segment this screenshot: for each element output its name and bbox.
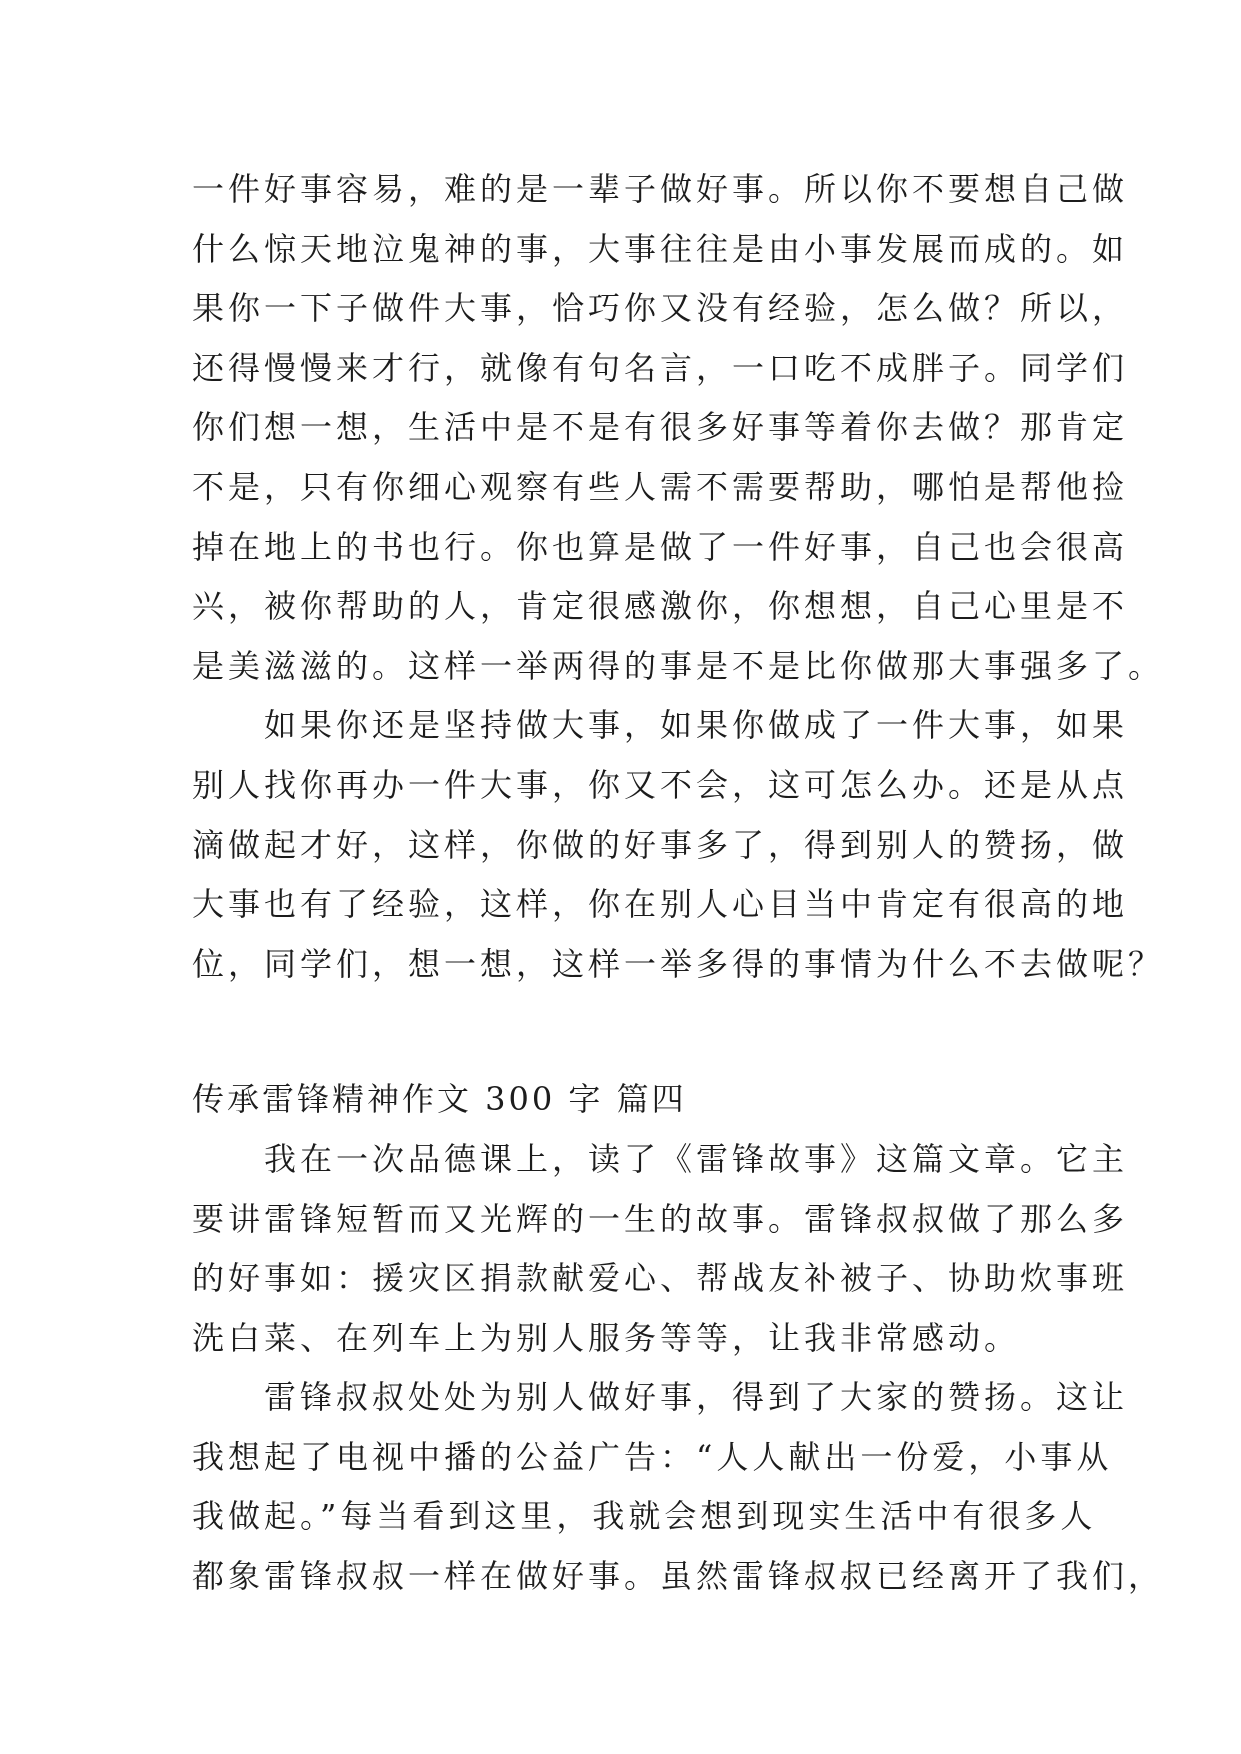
text-line: 兴，被你帮助的人，肯定很感激你，你想想，自己心里是不 [192,587,1129,626]
text-line: 别人找你再办一件大事，你又不会，这可怎么办。还是从点 [192,765,1129,804]
text-line: 的好事如：援灾区捐款献爱心、帮战友补被子、协助炊事班 [192,1259,1129,1298]
document-body [192,160,1165,1607]
section-heading: 传承雷锋精神作文 300 字 篇四 [192,1080,687,1119]
text-line: 我在一次品德课上，读了《雷锋故事》这篇文章。它主 [192,1139,1129,1178]
text-line: 雷锋叔叔处处为别人做好事，得到了大家的赞扬。这让 [192,1378,1129,1417]
text-line: 滴做起才好，这样，你做的好事多了，得到别人的赞扬，做 [192,825,1129,864]
text-line: 果你一下子做件大事，恰巧你又没有经验，怎么做？所以， [192,289,1129,328]
text-line: 我做起。”每当看到这里，我就会想到现实生活中有很多人 [192,1497,1097,1536]
text-line: 是美滋滋的。这样一举两得的事是不是比你做那大事强多了。 [192,646,1165,685]
text-line: 大事也有了经验，这样，你在别人心目当中肯定有很高的地 [192,885,1129,924]
text-line: 都象雷锋叔叔一样在做好事。虽然雷锋叔叔已经离开了我们， [192,1557,1165,1596]
text-line: 还得慢慢来才行，就像有句名言，一口吃不成胖子。同学们 [192,348,1129,387]
text-line: 位，同学们，想一想，这样一举多得的事情为什么不去做呢？ [192,944,1165,983]
text-line: 要讲雷锋短暂而又光辉的一生的故事。雷锋叔叔做了那么多 [192,1199,1129,1238]
text-line: 掉在地上的书也行。你也算是做了一件好事，自己也会很高 [192,527,1129,566]
text-line: 一件好事容易，难的是一辈子做好事。所以你不要想自己做 [192,170,1129,208]
text-line: 我想起了电视中播的公益广告：“人人献出一份爱，小事从 [192,1437,1113,1476]
section-gap [192,994,1072,1070]
text-line: 如果你还是坚持做大事，如果你做成了一件大事，如果 [192,706,1129,745]
text-line: 什么惊天地泣鬼神的事，大事往往是由小事发展而成的。如 [192,229,1129,268]
text-line: 你们想一想，生活中是不是有很多好事等着你去做？那肯定 [192,408,1129,447]
text-line: 不是，只有你细心观察有些人需不需要帮助，哪怕是帮他捡 [192,467,1129,506]
text-line: 洗白菜、在列车上为别人服务等等，让我非常感动。 [192,1318,1021,1357]
